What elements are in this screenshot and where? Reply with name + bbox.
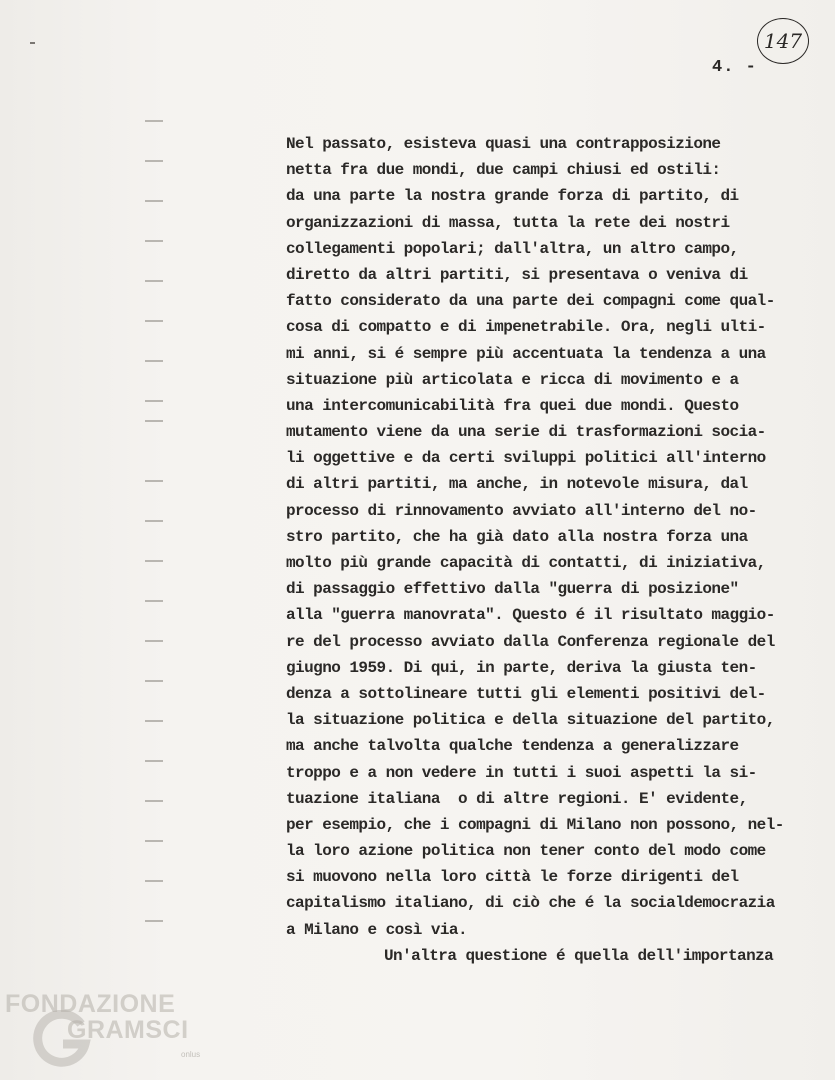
- text-line: processo di rinnovamento avviato all'interno del no-: [286, 501, 757, 520]
- stray-mark: [30, 42, 35, 44]
- logo-text-line2: GRAMSCI: [67, 1016, 189, 1044]
- logo-text-line1: FONDAZIONE: [5, 990, 176, 1018]
- text-line: di altri partiti, ma anche, in notevole misura, dal: [286, 475, 748, 494]
- page-marker: 4. -: [712, 58, 757, 77]
- text-line: mi anni, si é sempre più accentuata la tendenza a una: [286, 344, 766, 363]
- fondazione-gramsci-logo: [5, 990, 205, 1070]
- text-line: alla "guerra manovrata". Questo é il risultato maggio-: [286, 606, 775, 625]
- text-line: si muovono nella loro città le forze dirigenti del: [286, 868, 739, 887]
- text-line: una intercomunicabilità fra quei due mondi. Questo: [286, 396, 739, 415]
- text-line: cosa di compatto e di impenetrabile. Ora, negli ulti-: [286, 318, 766, 337]
- margin-marks: [145, 80, 165, 960]
- text-line: netta fra due mondi, due campi chiusi ed ostili:: [286, 161, 721, 180]
- text-line: troppo e a non vedere in tutti i suoi aspetti la si-: [286, 763, 757, 782]
- typed-body-text: [286, 131, 826, 969]
- text-line: fatto considerato da una parte dei compagni come qual-: [286, 292, 775, 311]
- text-line: da una parte la nostra grande forza di partito, di: [286, 187, 739, 206]
- text-line: per esempio, che i compagni di Milano non possono, nel-: [286, 815, 784, 834]
- logo-tag: onlus: [181, 1050, 201, 1059]
- text-line: giugno 1959. Di qui, in parte, deriva la giusta ten-: [286, 658, 757, 677]
- text-line: li oggettive e da certi sviluppi politici all'interno: [286, 449, 766, 468]
- circled-page-number: 147: [757, 18, 809, 64]
- text-line: tuazione italiana o di altre regioni. E' evidente,: [286, 789, 748, 808]
- text-line: la loro azione politica non tener conto del modo come: [286, 842, 766, 861]
- text-line: collegamenti popolari; dall'altra, un altro campo,: [286, 239, 739, 258]
- text-line: denza a sottolineare tutti gli elementi positivi del-: [286, 684, 766, 703]
- text-line: mutamento viene da una serie di trasformazioni socia-: [286, 423, 766, 442]
- text-line: ma anche talvolta qualche tendenza a generalizzare: [286, 737, 739, 756]
- text-line: molto più grande capacità di contatti, di iniziativa,: [286, 554, 766, 572]
- text-line: diretto da altri partiti, si presentava o veniva di: [286, 265, 748, 284]
- text-line: Nel passato, esisteva quasi una contrapposizione: [286, 135, 721, 153]
- paragraph-start-line: Un'altra questione é quella dell'importanza: [384, 946, 774, 965]
- text-line: la situazione politica e della situazione del partito,: [286, 711, 775, 730]
- text-line: situazione più articolata e ricca di movimento e a: [286, 370, 739, 389]
- text-line: a Milano e così via.: [286, 920, 468, 939]
- text-line: organizzazioni di massa, tutta la rete dei nostri: [286, 213, 730, 232]
- text-line: re del processo avviato dalla Conferenza regionale del: [286, 632, 775, 651]
- text-line: stro partito, che ha già dato alla nostra forza una: [286, 527, 748, 546]
- text-line: capitalismo italiano, di ciò che é la socialdemocrazia: [286, 894, 775, 913]
- text-line: di passaggio effettivo dalla "guerra di posizione": [286, 580, 739, 599]
